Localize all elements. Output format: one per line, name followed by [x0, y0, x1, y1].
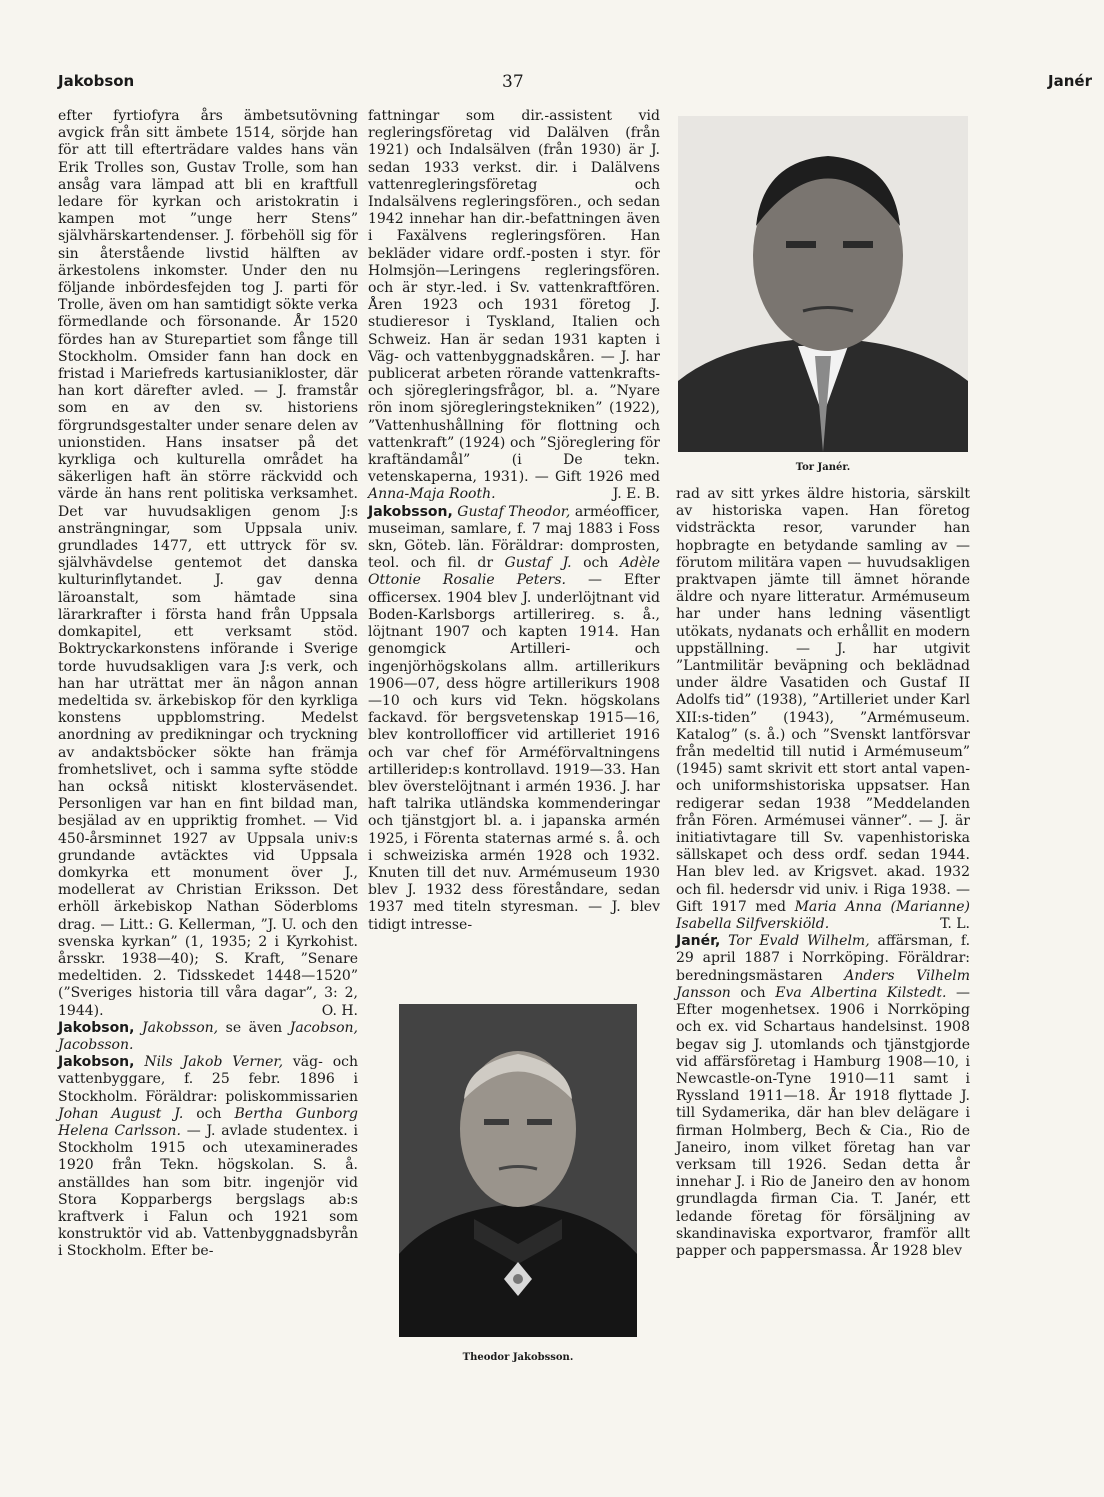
photo-caption: Theodor Jakobsson. — [462, 1352, 574, 1363]
portrait-tor-janer — [678, 116, 968, 452]
parent-name: Eva Albertina Kilstedt. — [775, 984, 947, 1001]
author-signature: J. E. B. — [612, 486, 660, 503]
conjunction: och — [730, 984, 776, 1001]
entry-text: rad av sitt yrkes äldre historia, särskilt av historiska vapen. Han företog vidsträckta resor, varunder han hopbragte en betydande samling av — förutom militära vapen — huvudsakligen praktvapen jämte till ämnet hörande äldre och nyare litteratur. Armémuseum har under hans ledning väsentligt utökats, nydanats och erhållit en modern uppställning. — J. har utgivit ”Lantmilitär beväpning och beklädnad under äldre Vasatiden och Gustaf II Adolfs tid” (1938), ”Artilleriet under Karl XII:s-tiden” (1943), ”Armémuseum. Katalog” (s. å.) och ”Svenskt lantförsvar från medeltid till nutid i Armémuseum” (1945) samt skrivit ett stort antal vapen- och uniformshistoriska uppsatser. Han redigerar sedan 1938 ”Meddelanden från Fören. Armémusei vänner”. — J. är initiativtagare till Sv. vapenhistoriska sällskapet och dess ordf. sedan 1944. Han blev led. av Krigsvet. akad. 1932 och fil. hedersdr vid univ. i Riga 1938. — Gift 1917 med — [676, 486, 970, 915]
portrait-image — [399, 1004, 637, 1337]
entry-headword: Jakobsson, — [368, 503, 453, 520]
entry-gustaf-jakobsson — [368, 504, 660, 934]
entry-continuation — [58, 108, 358, 1020]
author-signature: T. L. — [940, 916, 970, 933]
entry-name: Gustaf Theodor, — [457, 503, 571, 520]
entry-tor-janer — [676, 933, 970, 1260]
parent-name: Anders Vilhelm Jansson — [676, 967, 970, 1001]
entry-alias: Jakobsson, — [142, 1019, 219, 1036]
entry-name: Nils Jakob Verner, — [144, 1054, 284, 1071]
entry-text: — J. avlade studentex. i Stockholm 1915 och utexaminerades 1920 från Tekn. högskolan. S. å. anställdes han som bitr. ingenjör vid Stora Kopparbergs bergslags ab:s kraftverk i Falun och 1921 som konstruktör vid ab. Vattenbyggnadsbyrån i Stockholm. Efter be- — [58, 1122, 358, 1260]
spouse-name: Anna-Maja Rooth. — [368, 486, 496, 503]
header-right-word: Janér — [1048, 72, 1092, 90]
entry-text: affärsman, f. 29 april 1887 i Norrköping. Föräldrar: beredningsmästaren — [676, 933, 971, 984]
portrait-image — [678, 116, 968, 452]
entry-text: efter fyrtiofyra års ämbetsutövning avgick från sitt ämbete 1514, sörjde han för att till efterträdare valdes hans vän Erik Trolles son, Gustav Trolle, som han ansåg vara lämpad att bli en kraftfull ledare för kyrkan och aristokratin i kampen mot ”unge herr Stens” självhärskartendenser. J. förbehöll sig för sin återstående livstid hälften av ärkestolens inkomster. Under den nu följande inbördesfejden tog J. parti för Trolle, även om han samtidigt sökte verka förmedlande och försonande. År 1520 fördes han av Sturepartiet som fånge till Stockholm. Omsider fann han dock en fristad i Mariefreds kartusianikloster, där han kort därefter avled. — J. framstår som en av den sv. historiens förgrundsgestalter under senare delen av unionstiden. Hans insatser på det kyrkliga och kulturella området ha säkerligen haft än större räckvidd och värde än hans rent politiska verksamhet. Det var huvudsakligen genom J:s ansträngningar, som Uppsala univ. grundlades 1477, ett uttryck för sv. självhävdelse gentemot det danska kulturinflytandet. J. gav denna läroanstalt, som hämtade sina lärarkrafter i första hand från Uppsala domkapitel, ett verksamt stöd. Boktryckarkonstens införande i Sverige torde huvudsakligen vara J:s verk, och han har uträttat mer än någon annan medeltida sv. ärkebiskop för den kyrkliga konstens uppblomstring. Medelst anordning av predikningar och tryckning av andaktsböcker sökte han främja fromhetslivet, och i samma syfte stödde han också nitiskt klosterväsendet. Personligen var han en fint bildad man, besjälad av en uppriktig fromhet. — Vid 450-årsminnet 1927 av Uppsala univ:s grundande avtäcktes vid Uppsala domkyrka ett monument över J., modellerat av Christian Eriksson. Det erhöll ärkebiskop Nathan Söderbloms drag. — Litt.: G. Kellerman, ”J. U. och den svenska kyrkan” (1, 1935; 2 i Kyrkohist. årsskr. 1938—40); S. Kraft, ”Senare medeltiden. 2. Tidsskedet 1448—1520” (”Sveriges historia till våra dagar”, 3: 2, 1944). — [58, 108, 358, 1019]
parent-name: Bertha Gunborg Helena Carlsson. — [58, 1105, 359, 1139]
entry-text: arméofficer, museiman, samlare, f. 7 maj 1883 i Foss skn, Göteb. län. Föräldrar: domprosten, teol. och fil. dr — [368, 503, 661, 572]
entry-cross-reference — [58, 1020, 358, 1054]
entry-text: fattningar som dir.-assistent vid regleringsföretag vid Dalälven (från 1921) och Indalsälven (från 1930) är J. sedan 1933 verkst. dir. i Dalälvens vattenregleringsföretag och Indalsälvens regleringsfören., och sedan 1942 innehar han dir.-befattningen även i Faxälvens regleringsfören. Han bekläder vidare ordf.-posten i styr. för Holmsjön—Leringens regleringsfören. och är styr.-led. i Sv. vattenkraftfören. Åren 1923 och 1931 företog J. studieresor i Tyskland, Italien och Schweiz. Han är sedan 1931 kapten i Väg- och vattenbyggnadskåren. — J. har publicerat arbeten rörande vattenkrafts- och sjöregleringsfrågor, bl. a. ”Nyare rön inom sjöregleringstekniken” (1922), ”Vattenhushållning för flottning och vattenkraft” (1924) och ”Sjöreglering för kraftändamål” (i De tekn. vetenskaperna, 1931). — Gift 1926 med — [368, 108, 660, 486]
running-header — [58, 72, 1092, 98]
page-number: 37 — [502, 72, 524, 92]
column-1 — [58, 108, 358, 1261]
entry-reference: Jacobson, Jacobsson. — [58, 1019, 358, 1053]
author-signature: O. H. — [321, 1002, 358, 1019]
entry-continuation — [368, 108, 660, 504]
entry-headword: Jakobson, — [58, 1054, 135, 1071]
entry-text: — Efter officersex. 1904 blev J. underlöjtnant vid Boden-Karlsborgs artillerireg. s. å., löjtnant 1907 och kapten 1914. Han genomgick Artilleri- och ingenjörhögskolans allm. artillerikurs 1906—07, dess högre artillerikurs 1908—10 och kurs vid Tekn. högskolans fackavd. för bergsvetenskap 1915—16, blev kontrollofficer vid artilleriet 1916 och var chef för Arméförvaltningens artilleridep:s kontrollavd. 1919—33. Han blev överstelöjtnant i armén 1936. J. har haft talrika utländska kommenderingar och tjänstgjort bl. a. i japanska armén 1925, i Förenta staternas armé s. å. och i schweiziska armén 1928 och 1932. Knuten till det nuv. Armémuseum 1930 blev J. 1932 dess föreståndare, sedan 1937 med titeln styresman. — J. blev tidigt intresse- — [368, 572, 660, 933]
entry-name: Tor Evald Wilhelm, — [728, 933, 870, 950]
column-3 — [676, 486, 970, 1260]
entry-continuation — [676, 486, 970, 933]
entry-headword: Jakobson, — [58, 1019, 135, 1036]
conjunction: och — [183, 1105, 235, 1122]
header-left-word: Jakobson — [58, 72, 135, 90]
entry-text: se även — [218, 1019, 290, 1036]
entry-text: — Efter mogenhetsex. 1906 i Norrköping och ex. vid Schartaus handelsinst. 1908 begav sig J. utomlands och tjänstgjorde vid affärsföretag i Hamburg 1908—10, i Newcastle-on-Tyne 1910—11 samt i Ryssland 1911—18. År 1918 flyttade J. till Sydamerika, där han blev delägare i firman Holmberg, Bech & Cia., Rio de Janeiro, inom vilket företag han var verksam till 1926. Sedan detta år innehar J. i Rio de Janeiro den av honom grundlagda firman Cia. T. Janér, ett ledande företag för försäljning av skandinaviska exportvaror, framför allt papper och pappersmassa. År 1928 blev — [676, 984, 971, 1259]
portrait-theodor-jakobsson — [399, 1004, 637, 1337]
parent-name: Johan August J. — [58, 1105, 184, 1122]
parent-name: Adèle Ottonie Rosalie Peters. — [368, 555, 660, 589]
entry-text: väg- och vattenbyggare, f. 25 febr. 1896 i Stockholm. Föräldrar: poliskommissarien — [58, 1054, 358, 1105]
entry-nils-jakobson — [58, 1054, 358, 1260]
spouse-name: Maria Anna (Marianne) Isabella Silfverskiöld. — [676, 898, 970, 933]
conjunction: och — [571, 555, 620, 572]
entry-headword: Janér, — [676, 933, 721, 950]
parent-name: Gustaf J. — [504, 555, 572, 572]
column-2 — [368, 108, 660, 934]
photo-caption: Tor Janér. — [795, 462, 851, 473]
